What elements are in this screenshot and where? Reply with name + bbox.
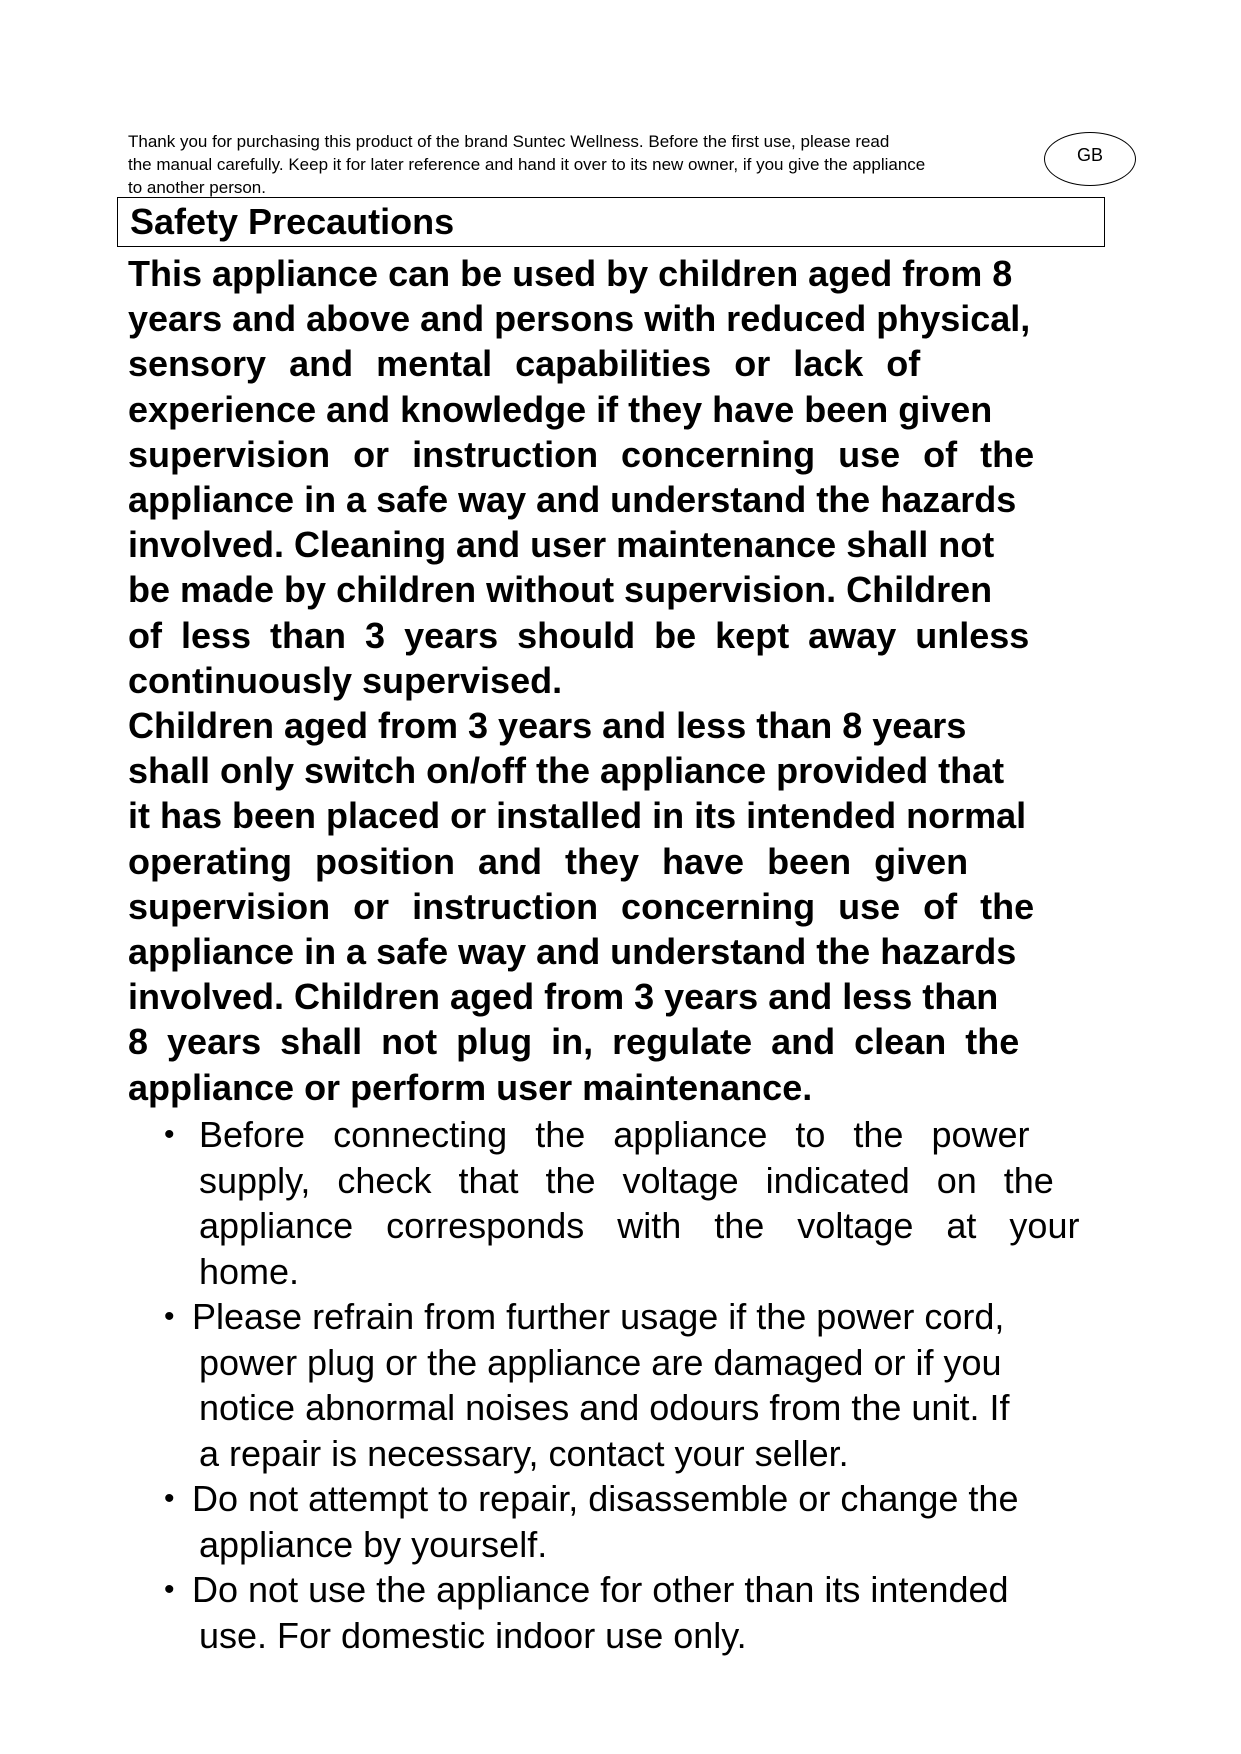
warning-line: appliance or perform user maintenance. (128, 1066, 813, 1108)
bullet-item (164, 1294, 1124, 1476)
bullet-icon: • (164, 1573, 175, 1606)
warning-line: supervision or instruction concerning use of the (128, 433, 1035, 475)
intro-line: Thank you for purchasing this product of the brand Suntec Wellness. Before the first use, please read (128, 132, 890, 151)
bullet-line: supply, check that the voltage indicated on the (199, 1159, 1054, 1201)
bullet-line: notice abnormal noises and odours from the unit. If (199, 1387, 1010, 1428)
bullet-line: appliance corresponds with the voltage at your (199, 1205, 1080, 1246)
bullet-line: a repair is necessary, contact your seller. (199, 1432, 849, 1474)
bullet-line: home. (199, 1250, 300, 1292)
warning-line: of less than 3 years should be kept away unless (128, 614, 1030, 656)
bullet-line: Do not use the appliance for other than its intended (192, 1569, 1009, 1610)
language-badge: GB (1044, 132, 1136, 186)
warning-line: appliance in a safe way and understand the hazards (128, 479, 1017, 521)
safety-warning-text (128, 251, 1128, 1110)
safety-bullet-list (164, 1112, 1124, 1658)
warning-line: be made by children without supervision. Children (128, 569, 993, 611)
warning-line: shall only switch on/off the appliance provided that (128, 750, 1005, 792)
intro-line: to another person. (128, 178, 266, 197)
warning-line: appliance in a safe way and understand the hazards (128, 931, 1017, 973)
warning-line: This appliance can be used by children aged from 8 (128, 253, 1013, 294)
warning-line: supervision or instruction concerning use of the (128, 885, 1035, 927)
warning-line: involved. Cleaning and user maintenance shall not (128, 524, 995, 566)
bullet-line: power plug or the appliance are damaged or if you (199, 1341, 1002, 1383)
warning-line: sensory and mental capabilities or lack of (128, 343, 921, 385)
bullet-item (164, 1476, 1124, 1567)
bullet-line: Before connecting the appliance to the power (199, 1114, 1030, 1155)
warning-line: 8 years shall not plug in, regulate and clean the (128, 1021, 1020, 1063)
warning-line: operating position and they have been given (128, 840, 969, 882)
bullet-line: appliance by yourself. (199, 1523, 548, 1565)
warning-line: Children aged from 3 years and less than 8 years (128, 705, 967, 747)
warning-line: experience and knowledge if they have been given (128, 388, 993, 430)
warning-line: involved. Children aged from 3 years and less than (128, 976, 999, 1018)
bullet-icon: • (164, 1118, 175, 1151)
bullet-line: Please refrain from further usage if the power cord, (192, 1296, 1005, 1337)
warning-line: continuously supervised. (128, 659, 563, 701)
bullet-icon: • (164, 1300, 175, 1333)
bullet-line: use. For domestic indoor use only. (199, 1614, 747, 1656)
bullet-line: Do not attempt to repair, disassemble or change the (192, 1478, 1019, 1519)
warning-line: years and above and persons with reduced physical, (128, 298, 1031, 340)
warning-line: it has been placed or installed in its intended normal (128, 795, 1027, 837)
bullet-icon: • (164, 1482, 175, 1515)
bullet-item (164, 1112, 1124, 1294)
intro-paragraph (128, 130, 1058, 199)
bullet-item (164, 1567, 1124, 1658)
section-title: Safety Precautions (130, 201, 455, 242)
section-header-box (117, 197, 1105, 247)
intro-line: the manual carefully. Keep it for later reference and hand it over to its new owner, if you give the appliance (128, 155, 926, 174)
